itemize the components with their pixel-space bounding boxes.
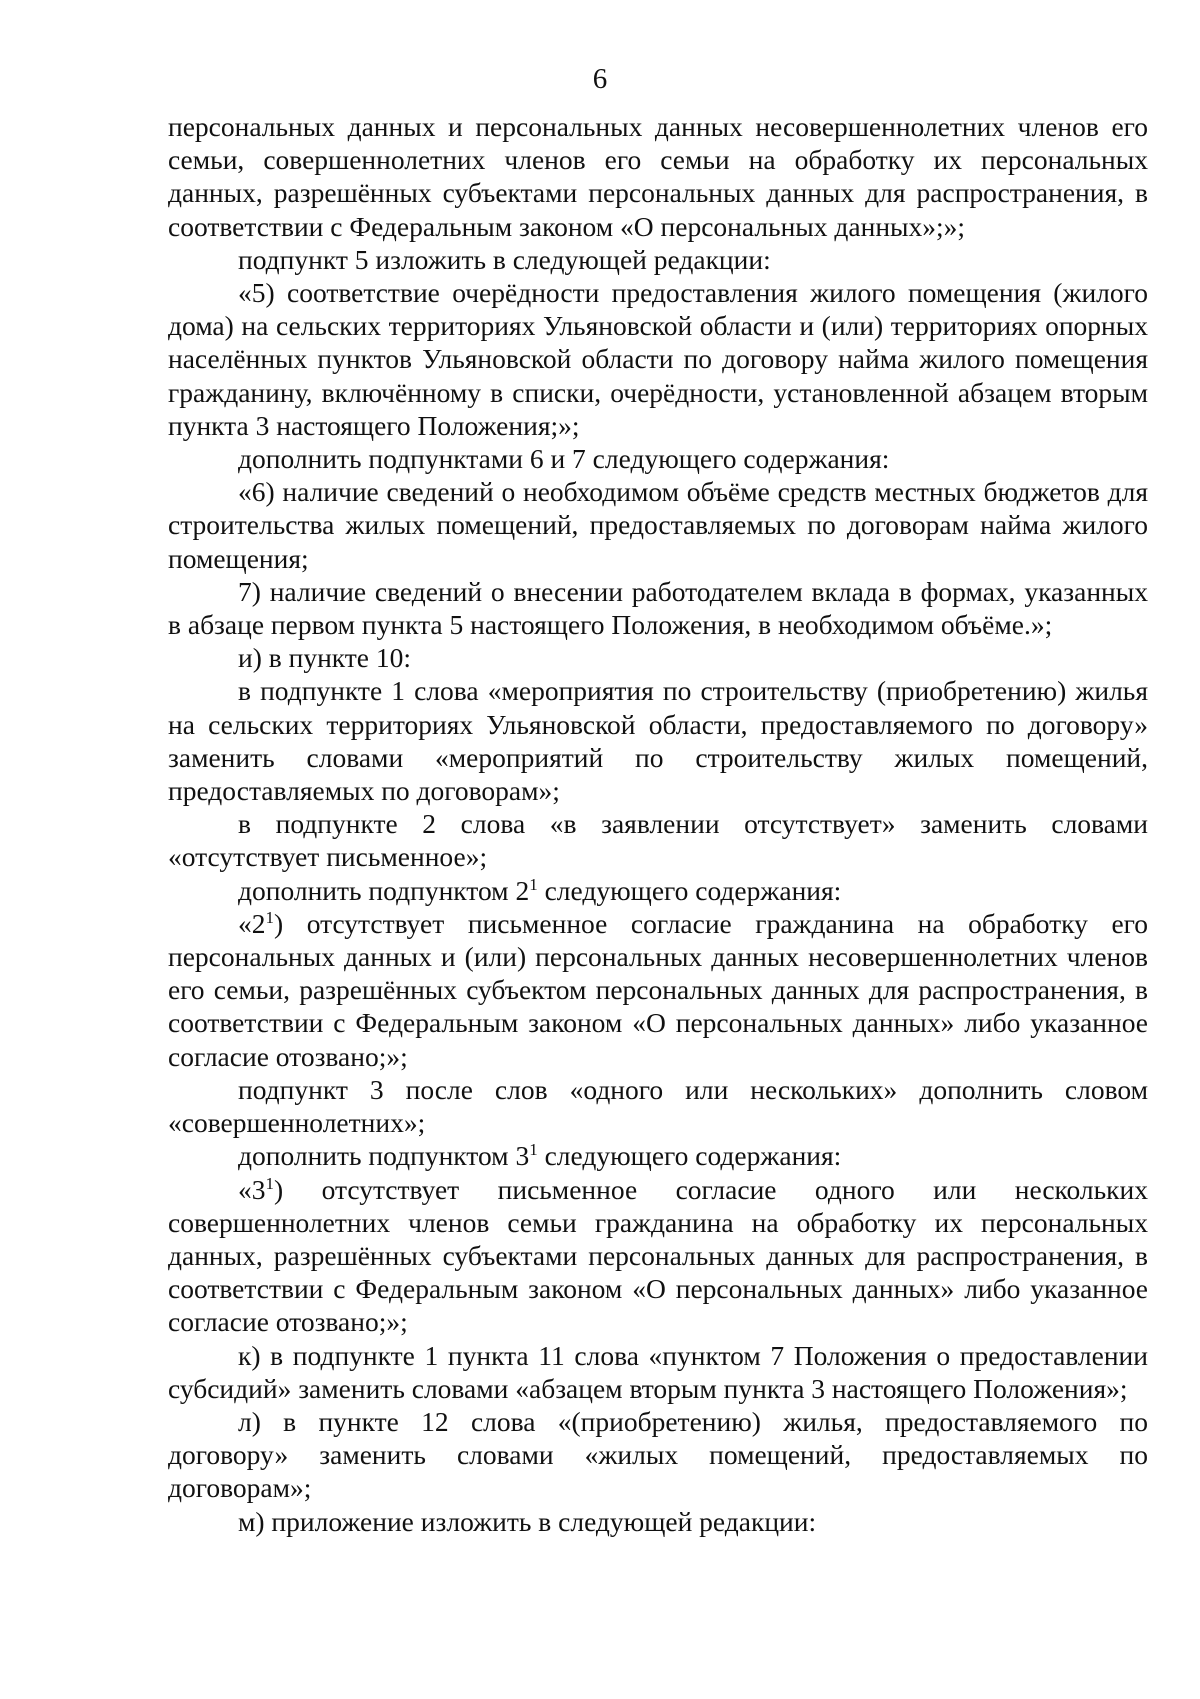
superscript: 1 — [265, 1173, 275, 1193]
paragraph: дополнить подпунктами 6 и 7 следующего содержания: — [238, 443, 890, 475]
superscript: 1 — [529, 1140, 538, 1160]
document-body — [168, 110, 1148, 1538]
paragraph — [168, 874, 1148, 907]
paragraph — [168, 1139, 1148, 1172]
paragraph: в подпункте 2 слова «в заявлении отсутствует» заменить словами «отсутствует письменное»; — [168, 808, 1148, 873]
paragraph: подпункт 5 изложить в следующей редакции: — [238, 243, 771, 275]
paragraph-text: «2 — [238, 907, 266, 939]
paragraph: м) приложение изложить в следующей редакции: — [238, 1505, 817, 1537]
paragraph: «6) наличие сведений о необходимом объёме средств местных бюджетов для строительства жилых помещений, предоставляемых по договорам найма жилого помещения; — [168, 476, 1148, 574]
paragraph: к) в подпункте 1 пункта 11 слова «пунктом 7 Положения о предоставлении субсидий» заменить словами «абзацем вторым пункта 3 настоящего Положения»; — [168, 1339, 1148, 1404]
paragraph-text: следующего содержания: — [537, 874, 842, 906]
paragraph: л) в пункте 12 слова «(приобретению) жилья, предоставляемого по договору» заменить словами «жилых помещений, предоставляемых по договорам»; — [168, 1405, 1148, 1504]
superscript: 1 — [265, 907, 275, 927]
paragraph — [168, 907, 1148, 1073]
paragraph-text: ) отсутствует письменное согласие гражданина на обработку его персональных данных и (или) персональных данных несовершеннолетних членов его семьи, разрешённых субъектом персональных данных для распространения, в соответствии с Федеральным законом «О персональных данных» либо указанное согласие отозвано;»; — [168, 907, 1148, 1072]
superscript: 1 — [529, 874, 538, 894]
paragraph-continuation: персональных данных и персональных данных несовершеннолетних членов его семьи, совершеннолетних членов его семьи на обработку их персональных данных, разрешённых субъектами персональных данных для распространения, в соответствии с Федеральным законом «О персональных данных»;»; — [168, 111, 1148, 242]
paragraph-text: дополнить подпунктом 2 — [238, 874, 530, 906]
paragraph: подпункт 3 после слов «одного или нескольких» дополнить словом «совершеннолетних»; — [168, 1073, 1148, 1139]
paragraph-text: дополнить подпунктом 3 — [238, 1140, 530, 1172]
paragraph-text: «3 — [238, 1173, 266, 1205]
paragraph: 7) наличие сведений о внесении работодателем вклада в формах, указанных в абзаце первом пункта 5 настоящего Положения, в необходимом объёме.»; — [168, 575, 1148, 641]
page-number: 6 — [592, 63, 608, 95]
paragraph — [168, 1173, 1148, 1339]
paragraph-text: ) отсутствует письменное согласие одного или нескольких совершеннолетних членов семьи гражданина на обработку их персональных данных, разрешённых субъектами персональных данных для распространения, в соответствии с Федеральным законом «О персональных данных» либо указанное согласие отозвано;»; — [168, 1173, 1148, 1338]
paragraph: «5) соответствие очерёдности предоставления жилого помещения (жилого дома) на сельских территориях Ульяновской области и (или) территориях опорных населённых пунктов Ульяновской области по договору найма жилого помещения гражданину, включённому в списки, очерёдности, установленной абзацем вторым пункта 3 настоящего Положения;»; — [168, 277, 1148, 441]
paragraph: в подпункте 1 слова «мероприятия по строительству (приобретению) жилья на сельских территориях Ульяновской области, предоставляемого по договору» заменить словами «мероприятий по строительству жилых помещений, предоставляемых по договорам»; — [168, 675, 1148, 807]
paragraph: и) в пункте 10: — [238, 642, 412, 674]
paragraph-text: следующего содержания: — [537, 1140, 842, 1172]
